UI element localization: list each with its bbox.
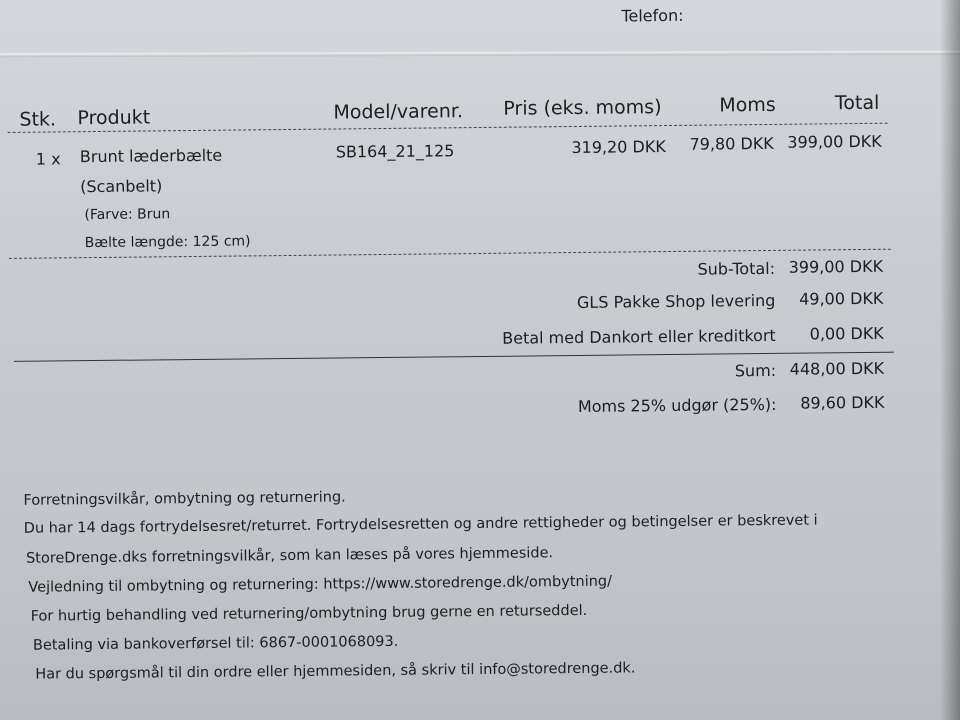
row-product-name: Brunt læderbælte: [79, 145, 223, 167]
payment-method-label: Betal med Dankort eller kreditkort: [502, 325, 776, 348]
payment-method-value: 0,00 DKK: [809, 323, 884, 344]
header-price: Pris (eks. moms): [503, 96, 662, 120]
sum-value: 448,00 DKK: [789, 358, 885, 379]
terms-line-bank-transfer: Betaling via bankoverførsel til: 6867-0001068093.: [32, 633, 399, 654]
row-total: 399,00 DKK: [787, 131, 882, 152]
subtotal-value: 399,00 DKK: [788, 256, 884, 277]
shipping-label: GLS Pakke Shop levering: [576, 290, 776, 312]
paper-edge-shadow: [940, 0, 960, 720]
header-qty: Stk.: [19, 108, 57, 131]
row-price: 319,20 DKK: [571, 137, 666, 158]
header-vat: Moms: [719, 93, 776, 117]
terms-heading: Forretningsvilkår, ombytning og returnering.: [23, 489, 346, 509]
terms-line-exchange-guide: Vejledning til ombytning og returnering: https://www.storedrenge.dk/ombytning/: [28, 573, 613, 596]
header-model: Model/varenr.: [333, 100, 464, 124]
shipping-value: 49,00 DKK: [799, 288, 884, 309]
row-model: SB164_21_125: [335, 141, 455, 162]
vat-value: 89,60 DKK: [800, 392, 885, 413]
sum-label: Sum:: [734, 360, 777, 381]
row-product-length: Bælte længde: 125 cm): [84, 233, 251, 252]
header-total: Total: [834, 91, 880, 115]
terms-line-return-slip: For hurtig behandling ved returnering/ombytning brug gerne en returseddel.: [30, 602, 588, 625]
row-product-brand: (Scanbelt): [80, 176, 163, 197]
vat-label: Moms 25% udgør (25%):: [577, 394, 777, 416]
row-qty: 1 x: [35, 149, 61, 169]
terms-line-withdrawal: Du har 14 dags fortrydelsesret/returret. Fortrydelsesretten og andre rettigheder og betingelser er beskrevet i: [23, 512, 818, 537]
phone-label: Telefon:: [621, 5, 684, 26]
terms-line-conditions: StoreDrenge.dks forretningsvilkår, som kan læses på vores hjemmeside.: [25, 545, 554, 567]
row-product-color: (Farve: Brun: [84, 206, 171, 224]
header-product: Produkt: [77, 106, 151, 130]
subtotal-label: Sub-Total:: [697, 258, 776, 279]
row-vat: 79,80 DKK: [689, 133, 774, 154]
terms-line-contact: Har du spørgsmål til din ordre eller hjemmesiden, så skriv til info@storedrenge.dk.: [35, 660, 636, 683]
